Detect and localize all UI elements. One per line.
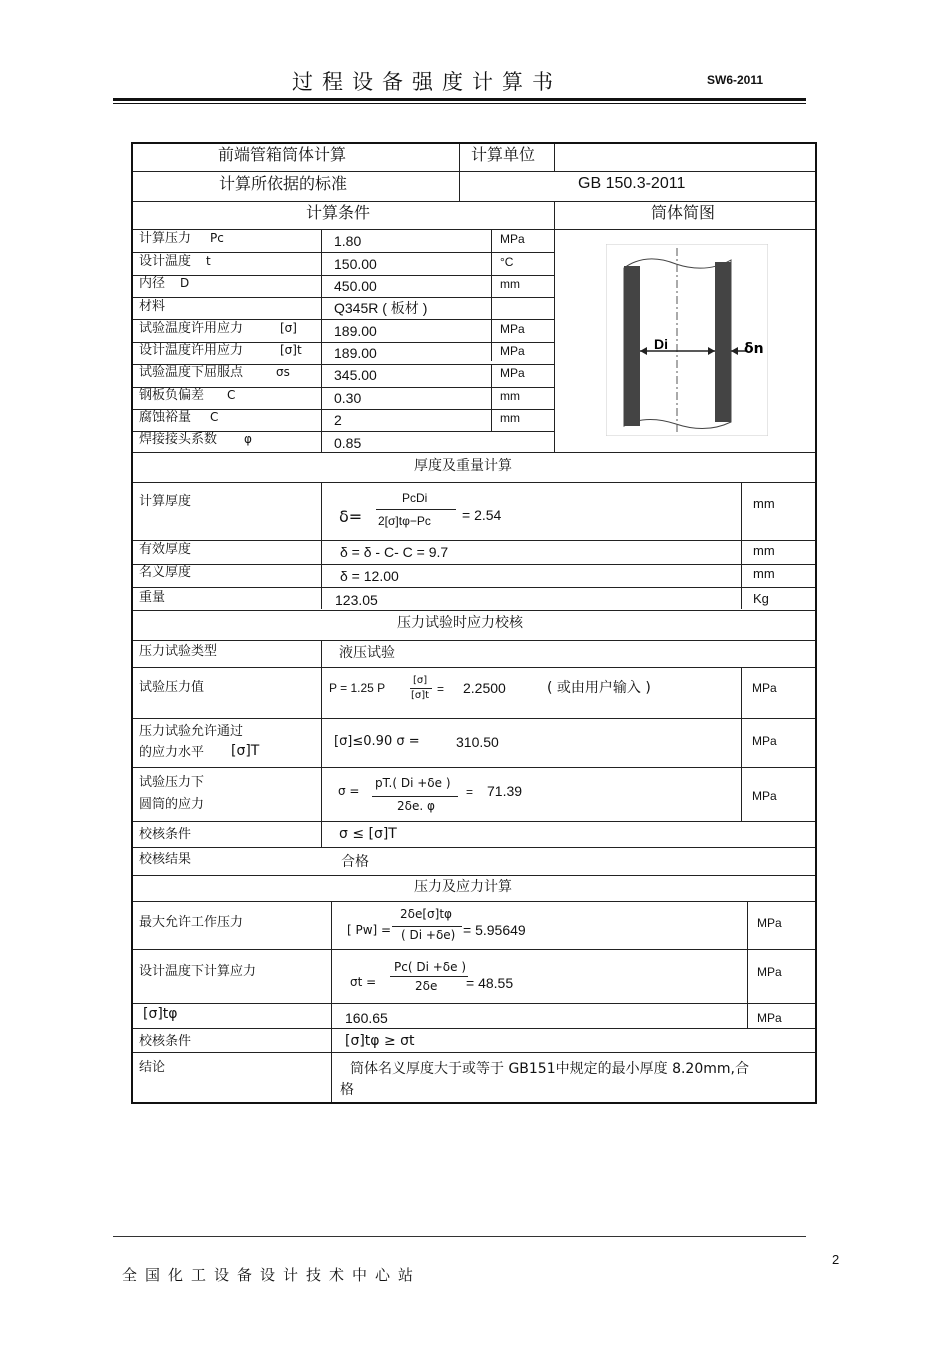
calc-thickness-lhs: δ= [339,507,363,526]
nominal-thickness-unit: mm [753,566,775,581]
test-pressure-label: 试验压力值 [139,680,205,695]
nominal-thickness-formula: δ = 12.00 [340,568,399,584]
condition-value: 450.00 [334,278,377,294]
condition-value: 345.00 [334,367,377,383]
test-stress-den: 2δe. φ [397,799,435,813]
footer-org: 全国化工设备设计技术中心站 [122,1266,422,1284]
test-pressure-frac-den: [σ]t [411,690,430,701]
test-header: 压力试验时应力校核 [397,615,523,631]
condition-value: 189.00 [334,345,377,361]
page-number: 2 [832,1252,840,1267]
allowable-phi-unit: MPa [757,1011,782,1025]
weight-value: 123.05 [335,592,378,608]
condition-unit: MPa [500,322,525,336]
condition-value: 150.00 [334,256,377,272]
calc-thickness-result: = 2.54 [462,507,502,523]
condition-value: 189.00 [334,323,377,339]
design-check-formula: [σ]tφ ≥ σt [345,1033,415,1049]
condition-symbol: D [180,276,190,290]
condition-value: Q345R ( 板材 ) [334,300,428,316]
mawp-unit: MPa [757,916,782,930]
condition-symbol: Pc [210,231,224,245]
test-stress-label-1: 试验压力下 [139,775,205,790]
conclusion-label: 结论 [139,1060,166,1075]
test-pressure-eq: = [437,682,445,696]
condition-symbol: [σ]t [280,343,302,357]
condition-label: 设计温度 [139,254,192,269]
test-stress-value: 71.39 [487,783,523,799]
allowable-level-label-2: 的应力水平 [139,745,205,760]
condition-symbol: C [227,388,236,402]
condition-label: 计算压力 [139,231,192,246]
condition-label: 内径 [139,276,166,291]
condition-symbol: σs [276,365,290,379]
frac-bar [376,509,456,510]
document-title: 过程设备强度计算书 [292,70,562,94]
condition-value: 0.30 [334,390,362,406]
mawp-num: 2δe[σ]tφ [400,907,452,921]
di-label: Di [654,336,668,352]
test-pressure-prefix: P = 1.25 P [329,681,386,695]
test-result-label: 校核结果 [139,852,192,867]
condition-label: 试验温度下屈服点 [139,365,244,380]
frac-bar [392,926,462,927]
condition-label: 设计温度许用应力 [139,343,244,358]
condition-value: 0.85 [334,435,362,451]
mawp-label: 最大允许工作压力 [139,915,244,930]
allowable-level-formula: [σ]≤0.90 σ = [334,734,420,749]
test-stress-unit: MPa [752,789,777,803]
allowable-phi-value: 160.65 [345,1010,388,1026]
right-wall [715,262,731,422]
condition-unit: MPa [500,232,525,246]
design-stress-result: = 48.55 [466,975,514,991]
test-type-label: 压力试验类型 [139,644,218,659]
standard-code: SW6-2011 [707,73,764,87]
standard-value: GB 150.3-2011 [578,175,686,192]
mawp-lhs: [ Pw] = [347,923,392,937]
test-pressure-unit: MPa [752,681,777,695]
standard-label: 计算所依据的标准 [219,174,348,193]
thickness-header: 厚度及重量计算 [414,458,512,474]
conditions-header: 计算条件 [306,203,371,222]
dn-label: δn [744,341,764,357]
calc-thickness-num: PcDi [402,491,428,505]
effective-thickness-label: 有效厚度 [139,542,192,557]
condition-symbol: t [206,254,211,268]
pressure-header: 压力及应力计算 [414,879,512,895]
design-stress-den: 2δe [415,979,438,993]
effective-thickness-formula: δ = δ - C- C = 9.7 [340,544,449,560]
calc-thickness-den: 2[σ]tφ−Pc [378,514,431,528]
table-title: 前端管箱筒体计算 [218,145,347,164]
condition-value: 2 [334,412,342,428]
frac-bar [372,796,458,797]
calc-thickness-label: 计算厚度 [139,494,192,509]
nominal-thickness-label: 名义厚度 [139,565,192,580]
diagram-header: 筒体简图 [651,203,716,222]
weight-label: 重量 [139,590,166,605]
condition-unit: °C [500,255,514,269]
condition-symbol: φ [244,432,252,446]
condition-label: 材料 [139,299,166,314]
frac-bar [390,976,468,977]
weight-unit: Kg [753,591,769,606]
condition-unit: MPa [500,344,525,358]
allowable-level-label-1: 压力试验允许通过 [139,724,244,739]
test-pressure-value: 2.2500 [463,680,506,696]
design-stress-unit: MPa [757,965,782,979]
frac-bar [410,688,432,689]
design-stress-label: 设计温度下计算应力 [139,964,257,979]
condition-symbol: [σ] [280,321,297,335]
allowable-level-symbol: [σ]T [231,743,260,759]
calc-thickness-unit: mm [753,496,775,511]
design-stress-lhs: σt = [350,975,377,989]
design-stress-num: Pc( Di +δe ) [394,960,466,974]
calc-unit-label: 计算单位 [471,145,536,164]
left-wall [624,266,640,426]
test-stress-label-2: 圆筒的应力 [139,797,205,812]
condition-unit: mm [500,277,520,291]
footer-rule [113,1236,806,1237]
test-type-value: 液压试验 [339,645,395,661]
design-check-label: 校核条件 [139,1034,192,1049]
allowable-level-value: 310.50 [456,734,499,750]
condition-unit: MPa [500,366,525,380]
test-stress-lhs: σ = [338,784,360,798]
test-pressure-frac-num: [σ] [413,675,428,686]
condition-label: 腐蚀裕量 [139,410,192,425]
conclusion-line-1: 筒体名义厚度大于或等于 GB151中规定的最小厚度 8.20mm,合 [350,1061,749,1077]
effective-thickness-unit: mm [753,543,775,558]
condition-label: 焊接接头系数 [139,432,218,447]
test-check-formula: σ ≤ [σ]T [339,826,397,842]
condition-unit: mm [500,411,520,425]
allowable-phi-label: [σ]tφ [143,1006,178,1022]
test-result-value: 合格 [341,854,369,870]
allowable-level-unit: MPa [752,734,777,748]
mawp-den: ( Di +δe) [401,928,456,942]
cylinder-diagram [606,244,768,436]
header-rule-thick [113,98,806,101]
test-pressure-note: ( 或由用户输入 ) [547,680,651,696]
test-stress-num: pT.( Di +δe ) [375,776,451,790]
test-stress-eq: = [466,785,474,799]
header-rule-thin [113,103,806,104]
condition-symbol: C [210,410,219,424]
mawp-result: = 5.95649 [463,922,526,938]
condition-unit: mm [500,389,520,403]
condition-label: 试验温度许用应力 [139,321,244,336]
condition-label: 钢板负偏差 [139,388,205,403]
test-check-label: 校核条件 [139,827,192,842]
condition-value: 1.80 [334,233,362,249]
conclusion-line-2: 格 [340,1082,354,1098]
